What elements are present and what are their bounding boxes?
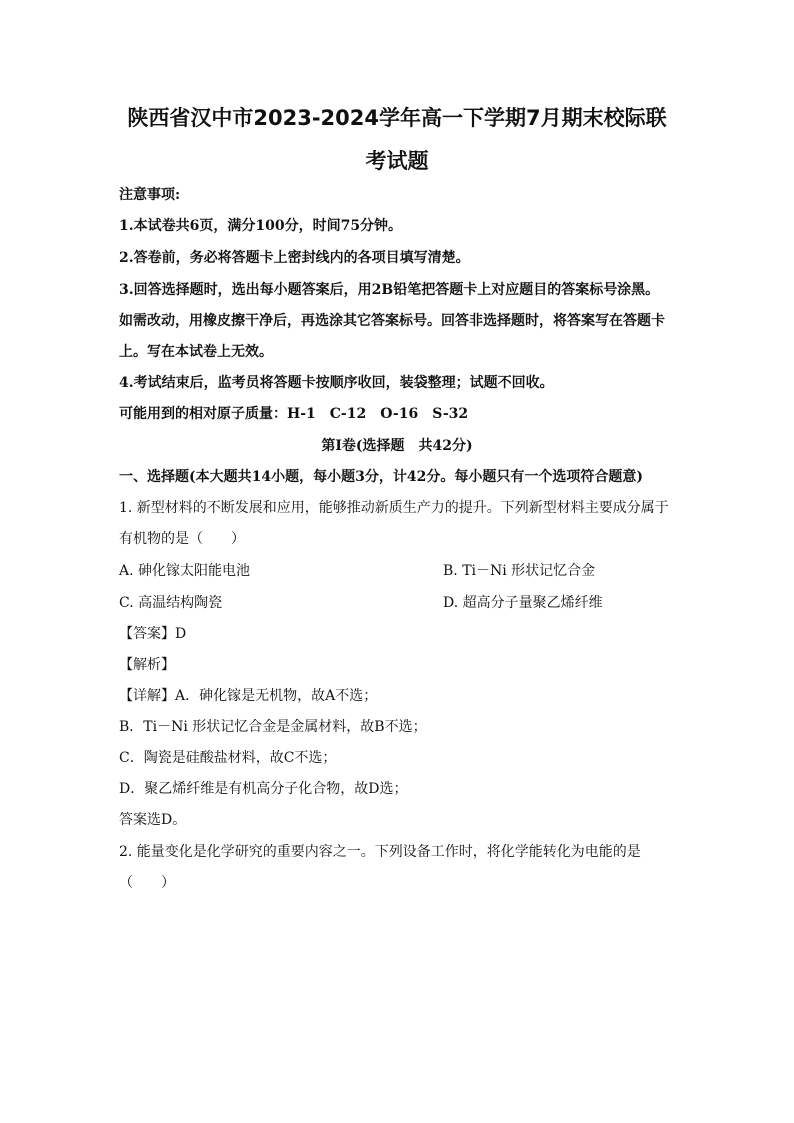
q1-analysis-heading: 【解析】 [119, 657, 175, 673]
section-title: 第Ⅰ卷(选择题 共42分) [321, 438, 473, 454]
q1-detail-b: B．Ti－Ni 形状记忆合金是金属材料，故B不选； [119, 719, 427, 735]
q1-stem-cont: 有机物的是（ ） [119, 531, 245, 547]
notice-item-3: 3.回答选择题时，选出每小题答案后，用2B铅笔把答题卡上对应题目的答案标号涂黑。 [119, 282, 660, 298]
exam-title-line1: 陕西省汉中市2023-2024学年高一下学期7月期末校际联 [127, 106, 667, 130]
q1-conclusion: 答案选D。 [119, 812, 187, 828]
notice-item-1: 1.本试卷共6页，满分100分，时间75分钟。 [119, 218, 403, 234]
q1-stem: 1. 新型材料的不断发展和应用，能够推动新质生产力的提升。下列新型材料主要成分属于 [119, 500, 669, 516]
notice-heading: 注意事项: [119, 187, 181, 203]
q1-detail-a: 【详解】A．砷化镓是无机物，故A不选； [119, 688, 378, 704]
notice-item-4: 4.考试结束后，监考员将答题卡按顺序收回，装袋整理；试题不回收。 [119, 375, 554, 391]
q2-stem-cont: （ ） [119, 875, 175, 891]
q1-answer: 【答案】D [119, 626, 187, 642]
q2-stem: 2. 能量变化是化学研究的重要内容之一。下列设备工作时，将化学能转化为电能的是 [119, 844, 641, 860]
part-heading: 一、选择题(本大题共14小题，每小题3分，计42分。每小题只有一个选项符合题意) [119, 469, 643, 485]
q1-option-b: B. Ti－Ni 形状记忆合金 [443, 563, 596, 579]
q1-detail-c: C．陶瓷是硅酸盐材料，故C不选； [119, 750, 337, 766]
q1-option-a: A. 砷化镓太阳能电池 [119, 563, 251, 579]
exam-title-line2: 考试题 [365, 149, 429, 173]
notice-item-3-end: 上。写在本试卷上无效。 [119, 344, 273, 360]
q1-option-d: D. 超高分子量聚乙烯纤维 [443, 595, 603, 611]
notice-item-2: 2.答卷前，务必将答题卡上密封线内的各项目填写清楚。 [119, 250, 470, 266]
q1-option-c: C. 高温结构陶瓷 [119, 595, 223, 611]
notice-item-3-cont: 如需改动，用橡皮擦干净后，再选涂其它答案标号。回答非选择题时，将答案写在答题卡 [119, 313, 665, 329]
atomic-masses: 可能用到的相对原子质量：H-1 C-12 O-16 S-32 [119, 406, 469, 422]
q1-detail-d: D．聚乙烯纤维是有机高分子化合物，故D选； [119, 781, 408, 797]
